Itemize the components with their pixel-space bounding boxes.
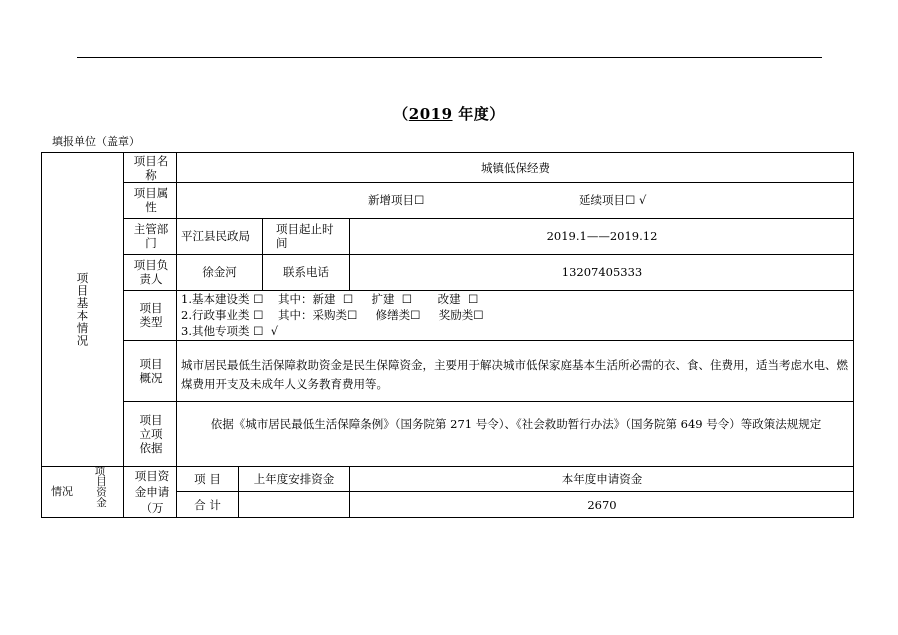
col-divider (176, 153, 177, 518)
row-divider (123, 340, 854, 341)
project-type-options (181, 291, 484, 339)
col-item: 项 目 (194, 471, 221, 486)
value-period: 2019.1——2019.12 (546, 229, 658, 243)
page-title: （2019 年度） (393, 105, 505, 123)
top-rule (77, 57, 822, 58)
type-line-2: 2.行政事业类 ☐ 其中：采购类☐ 修缮类☐ 奖励类☐ (181, 308, 484, 322)
value-phone: 13207405333 (561, 265, 643, 279)
section-funds-label-b: 目资金 (95, 476, 107, 508)
option-new-project: 新增项目☐ (368, 193, 425, 207)
type-line-1: 1.基本建设类 ☐ 其中：新建 ☐ 扩建 ☐ 改建 ☐ (181, 292, 479, 306)
value-project-name: 城镇低保经费 (481, 160, 550, 175)
label-owner: 项目负责人 (133, 258, 169, 286)
label-department: 主管部门 (133, 222, 169, 250)
option-continue-project: 延续项目☐ √ (579, 193, 647, 207)
label-project-attr: 项目属性 (133, 186, 169, 214)
col-last-year: 上年度安排资金 (253, 471, 335, 486)
filler-unit: 填报单位（盖章） (52, 135, 140, 148)
type-line-3: 3.其他专项类 ☐ √ (181, 324, 279, 338)
value-department: 平江县民政局 (181, 229, 250, 243)
label-basis: 项目立项依据 (139, 412, 163, 455)
col-divider (123, 153, 124, 518)
total-this-year: 2670 (587, 497, 617, 512)
label-project-type: 项目类型 (139, 301, 163, 329)
value-basis: 依据《城市居民最低生活保障条例》（国务院第 271 号令）、《社会救助暂行办法》（国务院第 649 号令）等政策法规规定 (210, 417, 822, 431)
total-label: 合 计 (194, 497, 221, 512)
project-info-table (41, 152, 854, 518)
section-basic-label: 项目基本情况 (75, 272, 90, 347)
label-period: 项目起止时间 (276, 222, 334, 250)
row-divider (123, 401, 854, 402)
label-funds: 项目资金申请（万 (134, 469, 170, 515)
value-overview: 城市居民最低生活保障救助资金是民生保障资金，主要用于解决城市低保家庭基本生活所必需的衣、食、住费用，适当考虑水电、燃煤费用开支及未成年人义务教育费用等。 (181, 358, 848, 391)
label-phone: 联系电话 (283, 265, 329, 279)
total-last-year (239, 491, 349, 518)
section-funds-label-c: 项 (94, 466, 106, 478)
row-divider (123, 182, 854, 183)
label-project-name: 项目名称 (133, 153, 169, 182)
section-funds-label-a: 情况 (51, 485, 73, 498)
label-overview: 项目概况 (139, 356, 163, 385)
value-owner: 徐金河 (202, 265, 237, 279)
col-this-year: 本年度申请资金 (561, 471, 643, 486)
